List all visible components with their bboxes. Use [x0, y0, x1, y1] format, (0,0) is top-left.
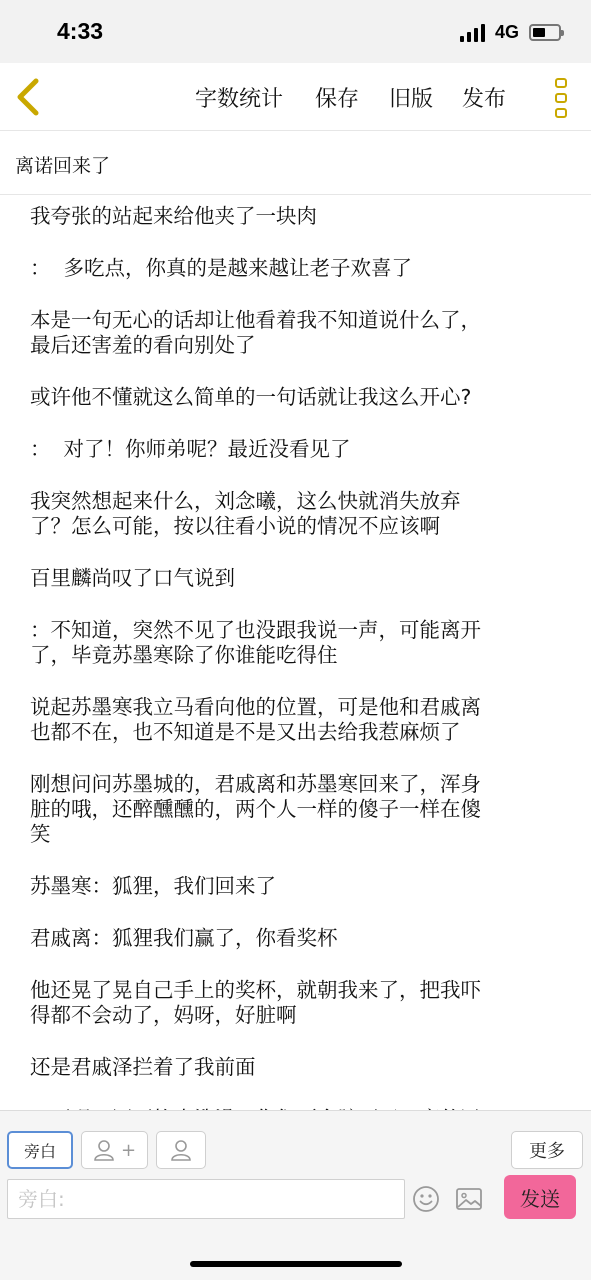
word-count-button[interactable]: 字数统计: [195, 87, 284, 112]
input-panel: [0, 1110, 591, 1280]
chapter-title[interactable]: 离诺回来了: [0, 132, 591, 195]
more-options-button[interactable]: [511, 1131, 583, 1169]
battery-icon: [529, 24, 561, 41]
story-paragraph: 说起苏墨寒我立马看向他的位置，可是他和君戚离 也都不在，也不知道是不是又出去给我惹麻烦了: [30, 695, 481, 744]
story-paragraph: 君戚离：狐狸我们赢了，你看奖杯: [30, 926, 338, 950]
plus-icon: +: [120, 1139, 137, 1161]
more-options-label: 更多: [529, 1141, 565, 1162]
story-paragraph: 苏墨寒：狐狸，我们回来了: [30, 874, 276, 898]
person-icon: [93, 1139, 115, 1161]
story-paragraph: 或许他不懂就这么简单的一句话就让我这么开心?: [30, 385, 472, 409]
story-paragraph: 他还晃了晃自己手上的奖杯，就朝我来了，把我吓 得都不会动了，妈呀，好脏啊: [30, 978, 481, 1027]
character-role-button[interactable]: [156, 1131, 206, 1169]
story-paragraph: ： 对了！你师弟呢？最近没看见了: [30, 437, 351, 461]
home-indicator[interactable]: [190, 1261, 402, 1267]
publish-button[interactable]: 发布: [462, 87, 507, 112]
add-character-button[interactable]: [81, 1131, 148, 1169]
save-button[interactable]: 保存: [315, 87, 360, 112]
story-paragraph: 百里麟尚叹了口气说到: [30, 566, 235, 590]
story-paragraph: 我突然想起来什么，刘念曦，这么快就消失放弃 了？怎么可能，按以往看小说的情况不应该啊: [30, 489, 461, 538]
status-bar: [0, 0, 591, 63]
story-content[interactable]: [0, 196, 591, 1110]
smiley-icon: [412, 1185, 440, 1213]
network-type: 4G: [494, 22, 519, 42]
status-indicators: [460, 22, 561, 43]
story-paragraph: 本是一句无心的话却让他看着我不知道说什么了， 最后还害羞的看向别处了: [30, 308, 481, 357]
image-button[interactable]: [455, 1186, 483, 1212]
more-dot-icon: [555, 93, 567, 103]
narrator-role-label: 旁白: [23, 1141, 56, 1161]
more-menu-button[interactable]: [553, 78, 569, 118]
dialogue-input[interactable]: [7, 1179, 405, 1219]
signal-icon: [460, 24, 485, 42]
send-button[interactable]: 发送: [504, 1175, 576, 1219]
editor-toolbar: [0, 63, 591, 131]
back-button[interactable]: [10, 75, 50, 119]
status-time: 4:33: [57, 18, 104, 44]
chevron-left-icon: [10, 75, 50, 119]
story-paragraph: 我夸张的站起来给他夹了一块肉: [30, 204, 317, 228]
story-paragraph: 刚想问问苏墨城的，君戚离和苏墨寒回来了，浑身 脏的哦，还醉醺醺的，两个人一样的傻子一样在傻 笑: [30, 772, 481, 846]
image-icon: [455, 1186, 483, 1212]
story-paragraph: ： 多吃点，你真的是越来越让老子欢喜了: [30, 256, 413, 280]
story-paragraph: ：不知道，突然不见了也没跟我说一声，可能离开 了，毕竟苏墨寒除了你谁能吃得住: [30, 618, 481, 667]
emoji-button[interactable]: [412, 1185, 440, 1213]
story-paragraph: 还是君戚泽拦着了我前面: [30, 1055, 256, 1079]
person-icon: [170, 1139, 192, 1161]
more-dot-icon: [555, 108, 567, 118]
narrator-role-button[interactable]: [7, 1131, 73, 1169]
more-dot-icon: [555, 78, 567, 88]
old-version-button[interactable]: 旧版: [389, 87, 434, 112]
